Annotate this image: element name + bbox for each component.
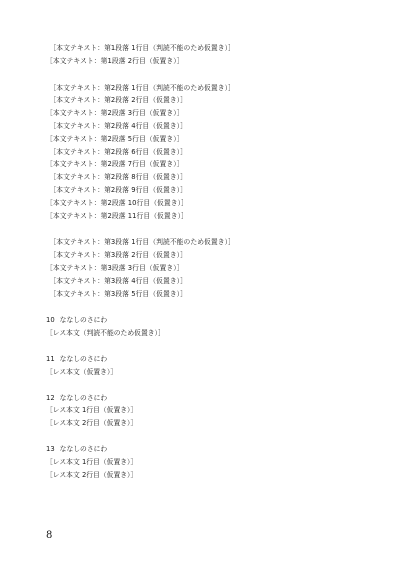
text-line: ［本文テキスト：第2段落 6行目（仮置き）］: [46, 147, 187, 156]
post-header: [46, 353, 352, 366]
text-line: ［本文テキスト：第2段落 1行目（判読不能のため仮置き）］: [46, 83, 235, 92]
thread-posts: [46, 314, 352, 481]
paragraph: [46, 236, 352, 300]
paragraph: [46, 82, 352, 223]
page-number: 8: [46, 530, 53, 541]
poster-name: ななしのさにわ: [59, 393, 108, 402]
text-line: ［本文テキスト：第2段落 2行目（仮置き）］: [46, 96, 187, 105]
text-line: ［本文テキスト：第2段落 8行目（仮置き）］: [46, 173, 187, 182]
post-header: [46, 314, 352, 327]
text-line: ［本文テキスト：第1段落 2行目（仮置き）］: [46, 56, 184, 65]
text-line: ［本文テキスト：第3段落 5行目（仮置き）］: [46, 289, 187, 298]
post-number: 12: [46, 393, 55, 402]
text-line: ［本文テキスト：第3段落 2行目（仮置き）］: [46, 251, 187, 260]
thread-post: [46, 314, 352, 340]
text-line: ［本文テキスト：第2段落 9行目（仮置き）］: [46, 185, 187, 194]
post-body-line: ［レス本文（判読不能のため仮置き）］: [46, 329, 165, 338]
post-body-line: ［レス本文 2行目（仮置き）］: [46, 419, 138, 428]
poster-name: ななしのさにわ: [59, 444, 108, 453]
poster-name: ななしのさにわ: [59, 354, 108, 363]
body-text: [46, 42, 352, 300]
text-line: ［本文テキスト：第2段落 10行目（仮置き）］: [46, 198, 188, 207]
text-line: ［本文テキスト：第2段落 7行目（仮置き）］: [46, 160, 184, 169]
text-line: ［本文テキスト：第2段落 4行目（仮置き）］: [46, 121, 187, 130]
thread-post: [46, 392, 352, 430]
post-body-line: ［レス本文 1行目（仮置き）］: [46, 457, 138, 466]
post-number: 13: [46, 444, 55, 453]
post-body-line: ［レス本文 1行目（仮置き）］: [46, 406, 138, 415]
post-number: 11: [46, 354, 55, 363]
post-header: [46, 443, 352, 456]
text-line: ［本文テキスト：第2段落 5行目（仮置き）］: [46, 134, 184, 143]
text-line: ［本文テキスト：第2段落 3行目（仮置き）］: [46, 109, 184, 118]
text-line: ［本文テキスト：第3段落 1行目（判読不能のため仮置き）］: [46, 238, 235, 247]
text-line: ［本文テキスト：第2段落 11行目（仮置き）］: [46, 211, 188, 220]
text-line: ［本文テキスト：第1段落 1行目（判読不能のため仮置き）］: [46, 44, 235, 52]
text-line: ［本文テキスト：第3段落 3行目（仮置き）］: [46, 263, 184, 272]
thread-post: [46, 353, 352, 379]
thread-post: [46, 443, 352, 481]
post-body-line: ［レス本文（仮置き）］: [46, 367, 118, 376]
post-header: [46, 392, 352, 405]
text-line: ［本文テキスト：第3段落 4行目（仮置き）］: [46, 276, 187, 285]
poster-name: ななしのさにわ: [59, 316, 108, 325]
paragraph: [46, 42, 352, 68]
post-number: 10: [46, 316, 55, 325]
post-body-line: ［レス本文 2行目（仮置き）］: [46, 470, 138, 479]
